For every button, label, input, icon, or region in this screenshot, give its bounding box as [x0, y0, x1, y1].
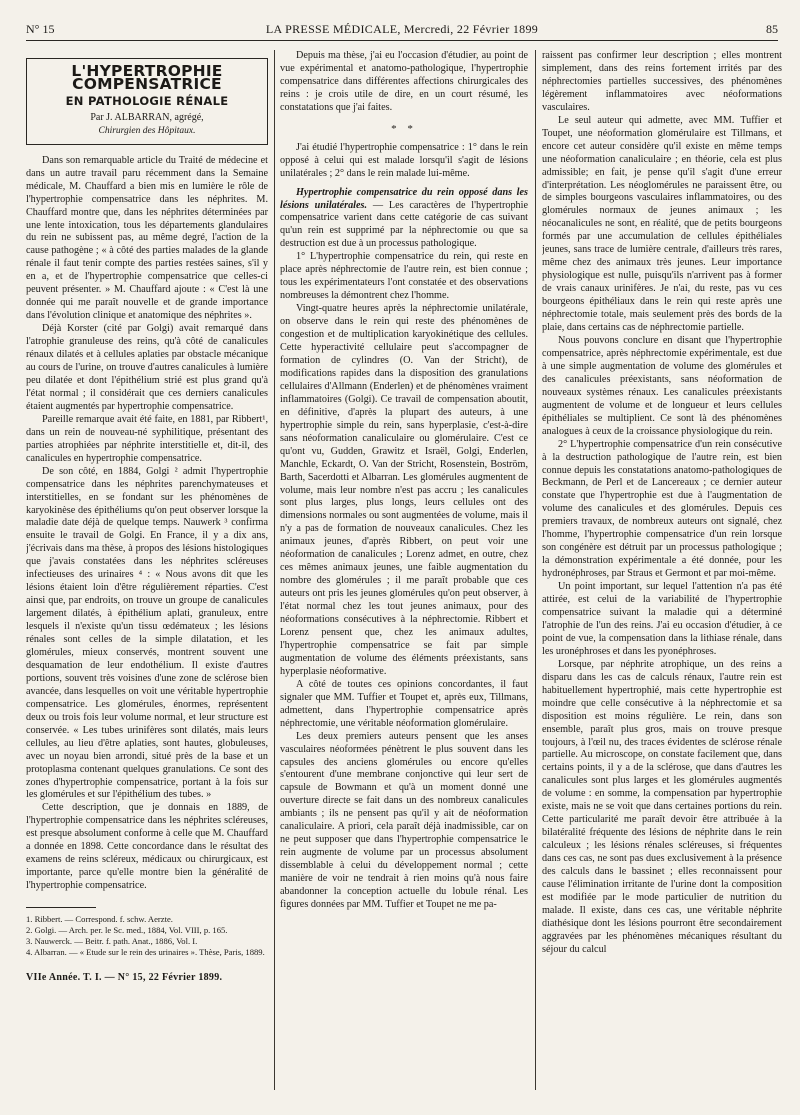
column-3 [542, 50, 782, 1110]
footnote: 3. Nauwerck. — Beitr. f. path. Anat., 1886, Vol. I. [26, 936, 198, 947]
paragraph: Cette description, que je donnais en 1889, de l'hypertrophie compensatrice dans les néphrites scléreuses, est presque absolument conforme à celle que M. Chauffard a donnée en 1898. Cette concordance dans le résultat des examens de reins scléreux, médicaux ou chirurgicaux, est importante, parce qu'elle montre bien la généralité de l'hypertrophie compensatrice. [26, 802, 268, 892]
paragraph: 2° L'hypertrophie compensatrice d'un rein consécutive à la destruction pathologique de l'autre rein, est bien connue depuis les constatations anatomo-pathologiques de Beckmann, de Perl et de Lancereaux ; ce dernier auteur constate que l'hypertrophie est due à l'augmentation de volume des canalicules et des glomérules. Depuis ces premiers travaux, de nombreux auteurs ont signalé, chez l'homme, l'hypertrophie compensatrice d'un rein lorsque son congénère est détruit par un processus pathologique ; la démonstration expérimentale a été donnée, pour les hydronéphroses, par Straus et Germont et par moi-même. [542, 438, 782, 580]
article-subtitle: EN PATHOLOGIE RÉNALE [65, 93, 229, 108]
footnote-rule [26, 907, 96, 908]
paragraph: Déjà Korster (cité par Golgi) avait remarqué dans l'atrophie granuleuse des reins, qu'à côté de canalicules rénaux dilatés et à cellules aplaties par obstacle mécanique au cours de l'urine, on trouve d'autres canalicules à lumière peu dilatée et dont l'épithélium strié est plus grand qu'à l'état normal ; il considérait que ces derniers canalicules étaient augmentés par hypertrophie compensatrice. [26, 323, 268, 412]
column-divider [274, 50, 275, 1090]
column-divider [535, 50, 536, 1090]
column-2 [280, 50, 528, 1110]
paragraph: Lorsque, par néphrite atrophique, un des reins a disparu dans les cas de calculs rénaux, l'autre rein est habituellement hypertrophié, mais cette hypertrophie est moindre que celle consécutive à la néphrectomie et sa disposition est moins régulière. Le rein, dans son ensemble, paraît plus gros, mais on trouve presque toujours, à l'œil nu, des traces évidentes de sclérose rénale partielle. Au microscope, on constate facilement que, dans certains points, il y a de la sclérose, que dans d'autres les canalicules sont plus larges et les glomérules augmentés de volume : en somme, la compensation par hypertrophie existe, mais ne se voit que dans certaines portions du rein. Cette particularité me paraît devoir être attribuée à la bilatéralité fréquente des lésions de néphrite dans le rein calculeux ; les lésions rénales scléreuses, si fréquentes dans ces cas, ne sont pas dues exclusivement à la présence des calculs dans le bassinet ; elles reconnaissent pour cause l'élimination irritante de l'urine dont la composition est modifiée par le mode particulier de nutrition du malade. Il existe, dans ces cas, une véritable néphrite diathésique dont les lésions pourront être secondairement aggravées par les phénomènes mécaniques résultant du séjour du calcul [542, 658, 782, 955]
author-title: Chirurgien des Hôpitaux. [98, 125, 196, 136]
paragraph: Les deux premiers auteurs pensent que les anses vasculaires néoformées pénètrent le plus souvent dans les capsules des anciens glomérules ou encore qu'elles s'entourent d'une membrane conjonctive qui leur sert de capsule de Bowmann et qu'à un moment donné une ouverture directe se fait dans un des nombreux canalicules ambiants ; ils ne pensent pas qu'il y ait de néoformation canaliculaire. A priori, cela paraît déjà inadmissible, car on ne peut supposer que dans l'hypertrophie compensatrice le rein augmente de volume par un processus absolument dissemblable à celui du développement normal ; cette manière de voir ne tendrait à rien moins qu'à nous faire abandonner la conception actuelle du lobule rénal. Les figures données par MM. Tuffier et Toupet ne me pa- [280, 730, 528, 910]
footnote: 4. Albarran. — « Etude sur le rein des urinaires ». Thèse, Paris, 1889. [26, 947, 265, 958]
column-1 [26, 50, 268, 1085]
paragraph: Le seul auteur qui admette, avec MM. Tuffier et Toupet, une néoformation glomérulaire est Tillmans, et encore cet auteur considère qu'il existe en même temps une néoformation canaliculaire ; en théorie, cela est plus admissible; en fait, je pense qu'il s'agit d'une erreur d'interprétation. Les néoglomérules ne paraissent être, ou de simples bourgeons vasculaires inflammatoires, ou des glomérules normaux de jeunes animaux ; les néocanalicules ne sont, en réalité, que de petits bourgeons formés par une accumulation de cellules épithéliales jeunes, sans trace de lumière centrale, d'ailleurs très rares, même chez des animaux très jeunes. Leur importance physiologique est nulle, puisqu'ils n'arrivent pas à former de vrais canaux urinifères. Je n'ai, du reste, pas vu ces bourgeons épithéliaux dans le rein qui reste après une néphrectomie totale, mais seulement près des bords de la plaie, dans certains cas de néphrectomie partielle. [542, 114, 782, 334]
section-separator: * * [391, 122, 417, 135]
paragraph: A côté de toutes ces opinions concordantes, il faut signaler que MM. Tuffier et Toupet et, après eux, Tillmans, admettent, dans l'hypertrophie compensatrice après néphrectomie, une véritable néoformation glomérulaire. [280, 678, 528, 729]
paragraph: 1° L'hypertrophie compensatrice du rein, qui reste en place après néphrectomie de l'autre rein, est bien connue ; tous les expérimentateurs l'ont constatée et des observations nombreuses la démontrent chez l'homme. [280, 251, 528, 302]
paragraph: J'ai étudié l'hypertrophie compensatrice : 1° dans le rein opposé à celui qui est malade lorsqu'il s'agit de lésions unilatérales ; 2° dans le rein malade lui-même. [280, 141, 528, 179]
page-header [26, 20, 778, 40]
issue-number: N° 15 [26, 22, 55, 36]
journal-title: LA PRESSE MÉDICALE, Mercredi, 22 Février 1899 [265, 22, 539, 36]
paragraph: Un point important, sur lequel l'attention n'a pas été attirée, est celui de la variabilité de l'hypertrophie compensatrice suivant la maladie qui a déterminé l'atrophie de l'un des reins. J'ai eu occasion d'étudier, à ce point de vue, la compensation dans la lithiase rénale, dans les uronéphroses et dans les pyonéphroses. [542, 581, 782, 657]
footnote: 1. Ribbert. — Correspond. f. schw. Aerzte. [26, 914, 173, 925]
paragraph: Pareille remarque avait été faite, en 1881, par Ribbert¹, dans un rein de nouveau-né syphilitique, présentant des parties atrophiées par néphrite interstitielle et, dit-il, des canalicules en hypertrophie compensatrice. [26, 413, 268, 464]
article-title: L'HYPERTROPHIE COMPENSATRICE [71, 62, 223, 93]
article-title-box [26, 58, 268, 145]
paragraph: Nous pouvons conclure en disant que l'hypertrophie compensatrice, après néphrectomie expérimentale, est due à une simple augmentation de volume des glomérules et des canalicules préexistants, sans néoformation de nouveaux systèmes rénaux. Les canalicules préexistants augmentent de volume et de longueur et leurs cellules épithéliales se multiplient. Ce sont là des phénomènes analogues à ceux de la croissance physiologique du rein. [542, 334, 782, 437]
paragraph-text: — Les caractères de l'hypertrophie compensatrice varient dans cette catégorie de cas suivant qu'un rein est supprimé par la néphrectomie ou que sa destruction est due à un processus pathologique. [280, 199, 528, 250]
article-byline: Par J. ALBARRAN, agrégé, [90, 111, 204, 123]
paragraph: raissent pas confirmer leur description ; elles montrent simplement, dans des reins fortement irrités par des néphrectomies partielles successives, des phénomènes légèrement inflammatoires avec néoformations vasculaires. [542, 50, 782, 113]
issue-line: VIIe Année. T. I. — N° 15, 22 Février 1899. [26, 972, 223, 984]
paragraph-with-subhead [280, 187, 528, 252]
paragraph: Depuis ma thèse, j'ai eu l'occasion d'étudier, au point de vue expérimental et anatomo-pathologique, l'hypertrophie compensatrice dans différentes affections chirurgicales des reins : je crois utile de dire, en un court résumé, les constatations que j'ai faites. [280, 50, 528, 113]
footnote: 2. Golgi. — Arch. per. le Sc. med., 1884, Vol. VIII, p. 165. [26, 925, 228, 936]
section-subheading: Hypertrophie compensatrice du rein opposé dans les lésions unilatérales. [280, 186, 528, 211]
footnotes [26, 914, 268, 958]
paragraph: Vingt-quatre heures après la néphrectomie unilatérale, on observe dans le rein qui reste des phénomènes de congestion et de multiplication karyokinétique des cellules. Cette hyperactivité cellulaire peut s'accompagner de formation de cylindres (O. Van der Stricht), de modifications rapides dans la disposition des granulations cellulaires d'Allmann (Enderlen) et de phénomènes vraiment inflammatoires (Golgi). Ce travail de compensation aboutit, en définitive, d'après la plupart des auteurs, à une hypertrophie simple du rein, sans hyperplasie, c'est-à-dire sans néoformation canaliculaire ou glomérulaire. C'est ce qu'ont vu, Gudden, Grawitz et Israël, Golgi, Enderlen, Manchle, Eckardt, O. Van der Stricht, Rosenstein, Boström, Barth, Sacerdotti et Albarran. Les glomérules augmentent de volume, mais leur nombre n'est pas accru ; les canalicules sont plus larges, plus longs, leurs cellules ont des dimensions normales ou sont augmentées de volume, mais il n'y a pas de formation de nouveaux canalicules. Chez les animaux jeunes, d'après Ribbert, on peut voir une néoformation de canalicules ; Lorenz admet, en outre, chez ces mêmes animaux jeunes, une faible augmentation du nombre des glomérules ; il me paraît probable que ces auteurs ont pris les jeunes glomérules qu'on peut observer, à l'état normal chez les tout jeunes animaux, pour des néoformations consécutives à la néphrectomie. Ribbert et Lorenz pensent que, chez les animaux adultes, l'hypertrophie compensatrice se fait par simple augmentation de volume des éléments préexistants, sans hyperplasie néoformative. [280, 303, 528, 677]
page-number: 85 [766, 22, 778, 36]
header-rule [26, 40, 778, 41]
paragraph: De son côté, en 1884, Golgi ² admit l'hypertrophie compensatrice dans les néphrites parenchymateuses et interstitielles, en se fondant sur les phénomènes de karyokinèse des épithéliums qu'on peut observer lorsque la maladie date déjà de quelque temps. Nauwerk ³ confirma ensuite le travail de Golgi. En France, il y a dix ans, j'écrivais dans ma thèse, à propos des lésions histologiques que j'avais constatées dans les néphrites scléreuses infectieuses des urinaires ⁴ : « Nous avons dit que les lésions étaient loin d'être régulièrement réparties. C'est ainsi que, par endroits, on trouve un groupe de canalicules largement dilatés, à épithélium aplati, granuleux, entre lesquels il n'existe qu'un tissu œdémateux ; les lésions rénales sont celles de la simple dilatation, et les glomérules, mieux conservés, montrent souvent une desquamation de leur endothélium. Il existe d'autres portions, souvent très voisines d'une zone de sclérose bien avancée, dans lesquelles on voit une véritable hypertrophie compensatrice. Les glomérules, énormes, représentent deux ou trois fois leur volume normal, et leur structure est conservée. « Les tubes urinifères sont dilatés, mais leurs cellules, au lieu d'être aplaties, sont hautes, globuleuses, avec un noyau bien arrondi, situé près de la base et un protoplasma contenant quelques granulations. Ce sont des zones d'hypertrophie compensatrice, portant à la fois sur les glomérules et sur l'épithélium des tubes. » [26, 465, 268, 801]
paragraph: Dans son remarquable article du Traité de médecine et dans un autre travail paru récemment dans la Semaine médicale, M. Chauffard a bien mis en lumière le rôle de l'hypertrophie compensatrice dans les néphrites. M. Chauffard montre que, dans les néphrites déterminées par une lente intoxication, tous les départements glandulaires du rein ne subissent pas, au même degré, l'action de la cause pathogène ; « à côté des parties malades de la glande rénale il faut tenir compte des parties restées saines, s'il y en a, et de l'hypertrophie compensatrice que celles-ci peuvent présenter. » M. Chauffard ajoute : « C'est là une donnée qui me paraît nouvelle et de grande importance dans l'évolution clinique et anatomique des néphrites ». [26, 154, 268, 322]
